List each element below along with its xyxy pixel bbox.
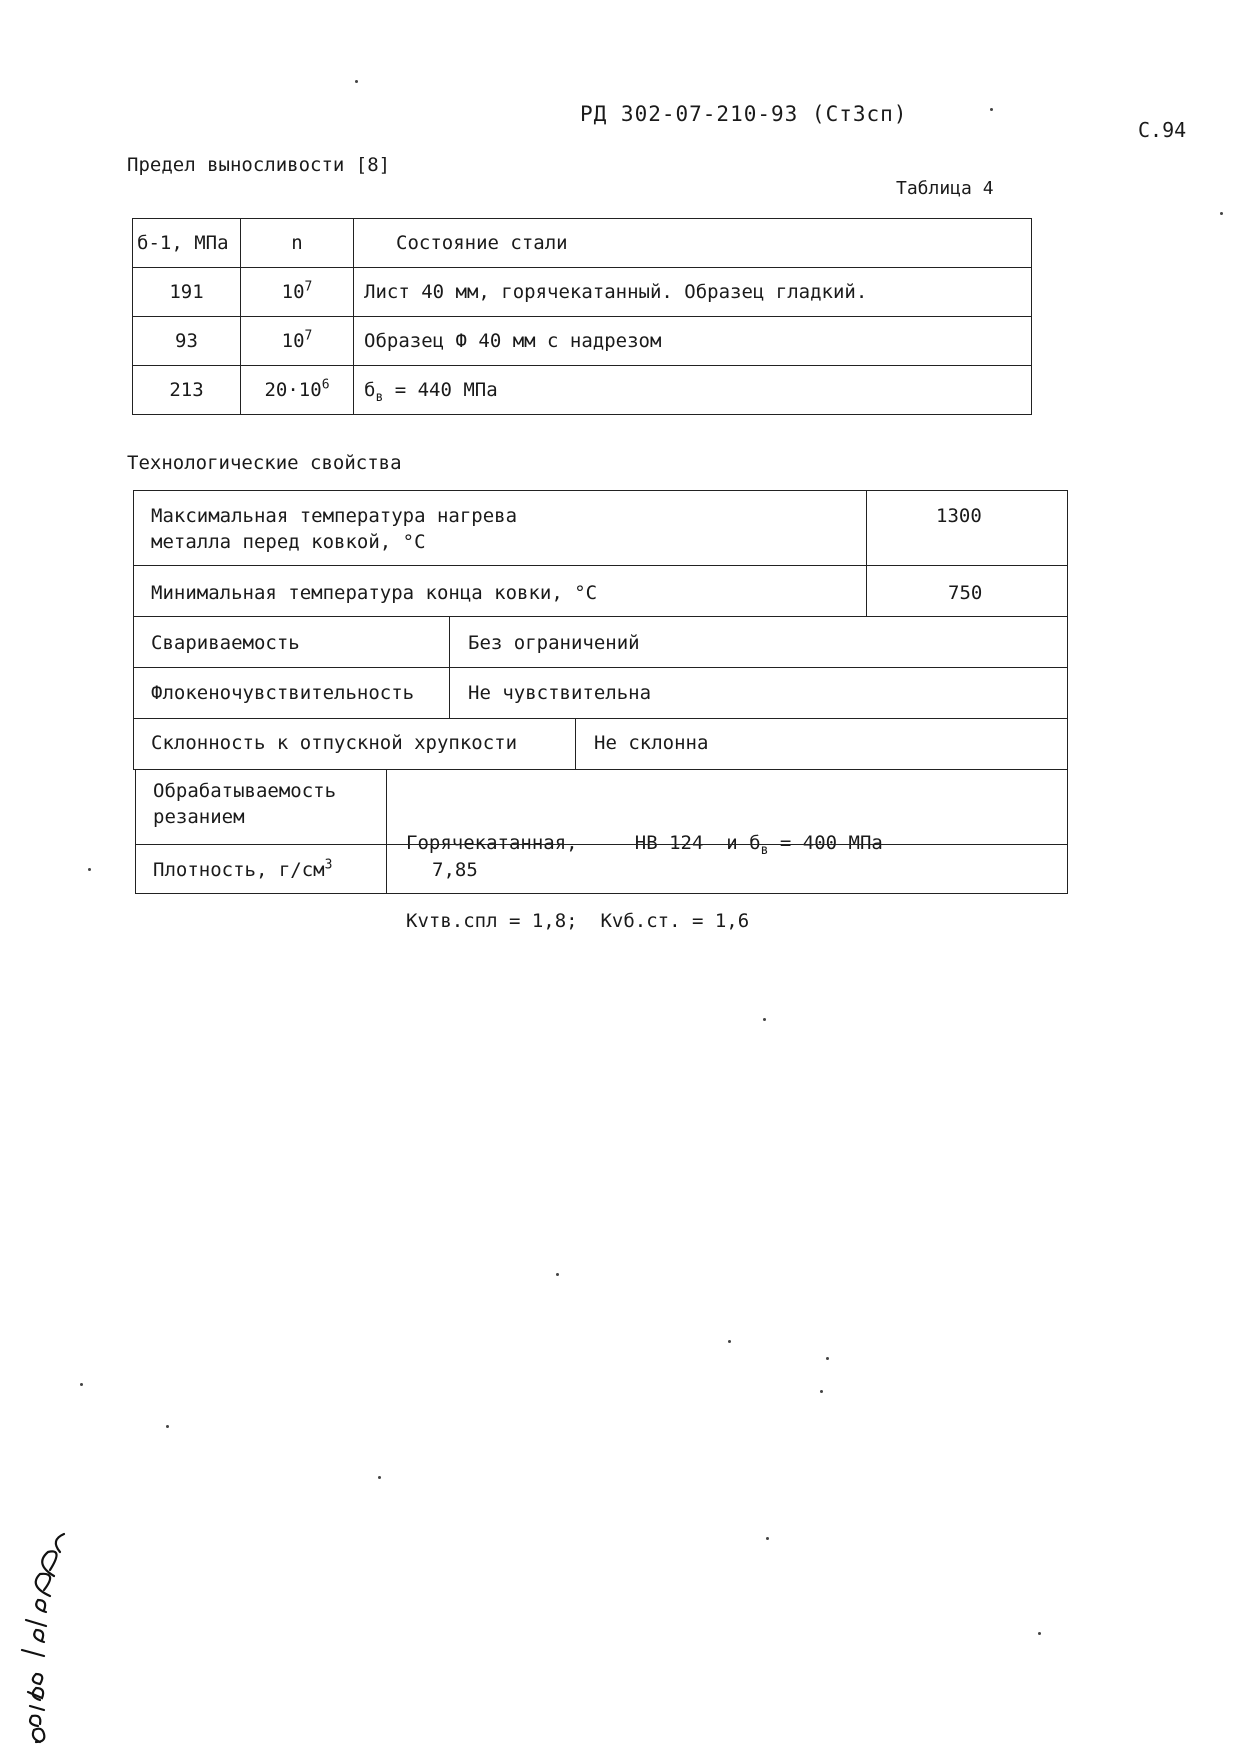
max-temp-label-line1: Максимальная температура нагрева xyxy=(151,505,518,527)
machinability-label-line2: резанием xyxy=(153,806,245,828)
flake-label: Флокеночувствительность xyxy=(151,682,415,704)
fatigue-table xyxy=(132,218,1032,415)
sigma-symbol: б xyxy=(364,379,376,401)
column-header-n: n xyxy=(241,219,354,268)
min-temp-label: Минимальная температура конца ковки, °С xyxy=(151,582,598,604)
n-cell xyxy=(241,268,354,317)
n-exponent: 6 xyxy=(321,377,330,393)
table-row xyxy=(133,366,1032,415)
temper-value: Не склонна xyxy=(594,732,709,754)
scan-speck xyxy=(1038,1632,1041,1635)
max-temp-label-line2: металла перед ковкой, °С xyxy=(151,531,426,553)
n-exponent: 7 xyxy=(304,279,313,295)
state-cell xyxy=(354,366,1032,415)
scan-speck xyxy=(355,80,358,83)
state-value: = 440 МПа xyxy=(383,379,498,401)
sigma-cell: 213 xyxy=(133,366,241,415)
machinability-label xyxy=(153,778,336,830)
weldability-label: Свариваемость xyxy=(151,632,300,654)
document-code: РД 302-07-210-93 (Ст3сп) xyxy=(580,102,908,126)
table-header-row xyxy=(133,219,1032,268)
scan-speck xyxy=(763,1018,766,1021)
machinability-hb-text: Горячекатанная, НВ 124 и б xyxy=(406,832,761,854)
scan-speck xyxy=(826,1357,829,1360)
sigma-subscript: в xyxy=(760,842,769,858)
scan-speck xyxy=(990,108,993,111)
state-cell: Лист 40 мм, горячекатанный. Образец гладкий. xyxy=(354,268,1032,317)
column-header-state: Состояние стали xyxy=(354,219,1032,268)
n-cell xyxy=(241,317,354,366)
density-label-text: Плотность, г/см xyxy=(153,859,325,881)
table-row xyxy=(133,317,1032,366)
column-header-sigma: б-1, МПа xyxy=(133,219,241,268)
max-temp-label xyxy=(151,503,517,555)
temper-label: Склонность к отпускной хрупкости xyxy=(151,732,518,754)
tech-section-title: Технологические свойства xyxy=(127,452,402,474)
sigma-cell: 191 xyxy=(133,268,241,317)
weldability-value: Без ограничений xyxy=(468,632,640,654)
table-row xyxy=(133,268,1032,317)
scan-speck xyxy=(556,1273,559,1276)
n-exponent: 7 xyxy=(304,328,313,344)
n-base: 10 xyxy=(281,281,305,303)
scan-speck xyxy=(88,868,91,871)
density-unit-exponent: 3 xyxy=(324,857,333,873)
n-base: 10 xyxy=(281,330,305,352)
fatigue-section-title: Предел выносливости [8] xyxy=(127,154,391,176)
n-cell xyxy=(241,366,354,415)
page-number: С.94 xyxy=(1138,118,1187,142)
max-temp-value: 1300 xyxy=(936,505,982,527)
machinability-label-line1: Обрабатываемость xyxy=(153,780,337,802)
scan-speck xyxy=(166,1425,169,1428)
scan-speck xyxy=(728,1340,731,1343)
scan-speck xyxy=(378,1476,381,1479)
flake-value: Не чувствительна xyxy=(468,682,652,704)
scan-speck xyxy=(80,1383,83,1386)
min-temp-value: 750 xyxy=(948,582,983,604)
sigma-cell: 93 xyxy=(133,317,241,366)
handwritten-note-image xyxy=(10,1530,90,1750)
density-label xyxy=(153,857,332,883)
scan-speck xyxy=(1220,212,1223,215)
scan-speck xyxy=(766,1537,769,1540)
table-label: Таблица 4 xyxy=(896,178,994,199)
machinability-line2: Кvтв.спл = 1,8; Кvб.ст. = 1,6 xyxy=(406,910,750,932)
density-value: 7,85 xyxy=(432,859,478,881)
sigma-subscript: в xyxy=(375,389,384,405)
scan-speck xyxy=(820,1390,823,1393)
state-cell: Образец Ф 40 мм с надрезом xyxy=(354,317,1032,366)
machinability-strength: = 400 МПа xyxy=(768,832,883,854)
cell-divider xyxy=(386,844,1068,894)
n-base: 20·10 xyxy=(264,379,322,401)
